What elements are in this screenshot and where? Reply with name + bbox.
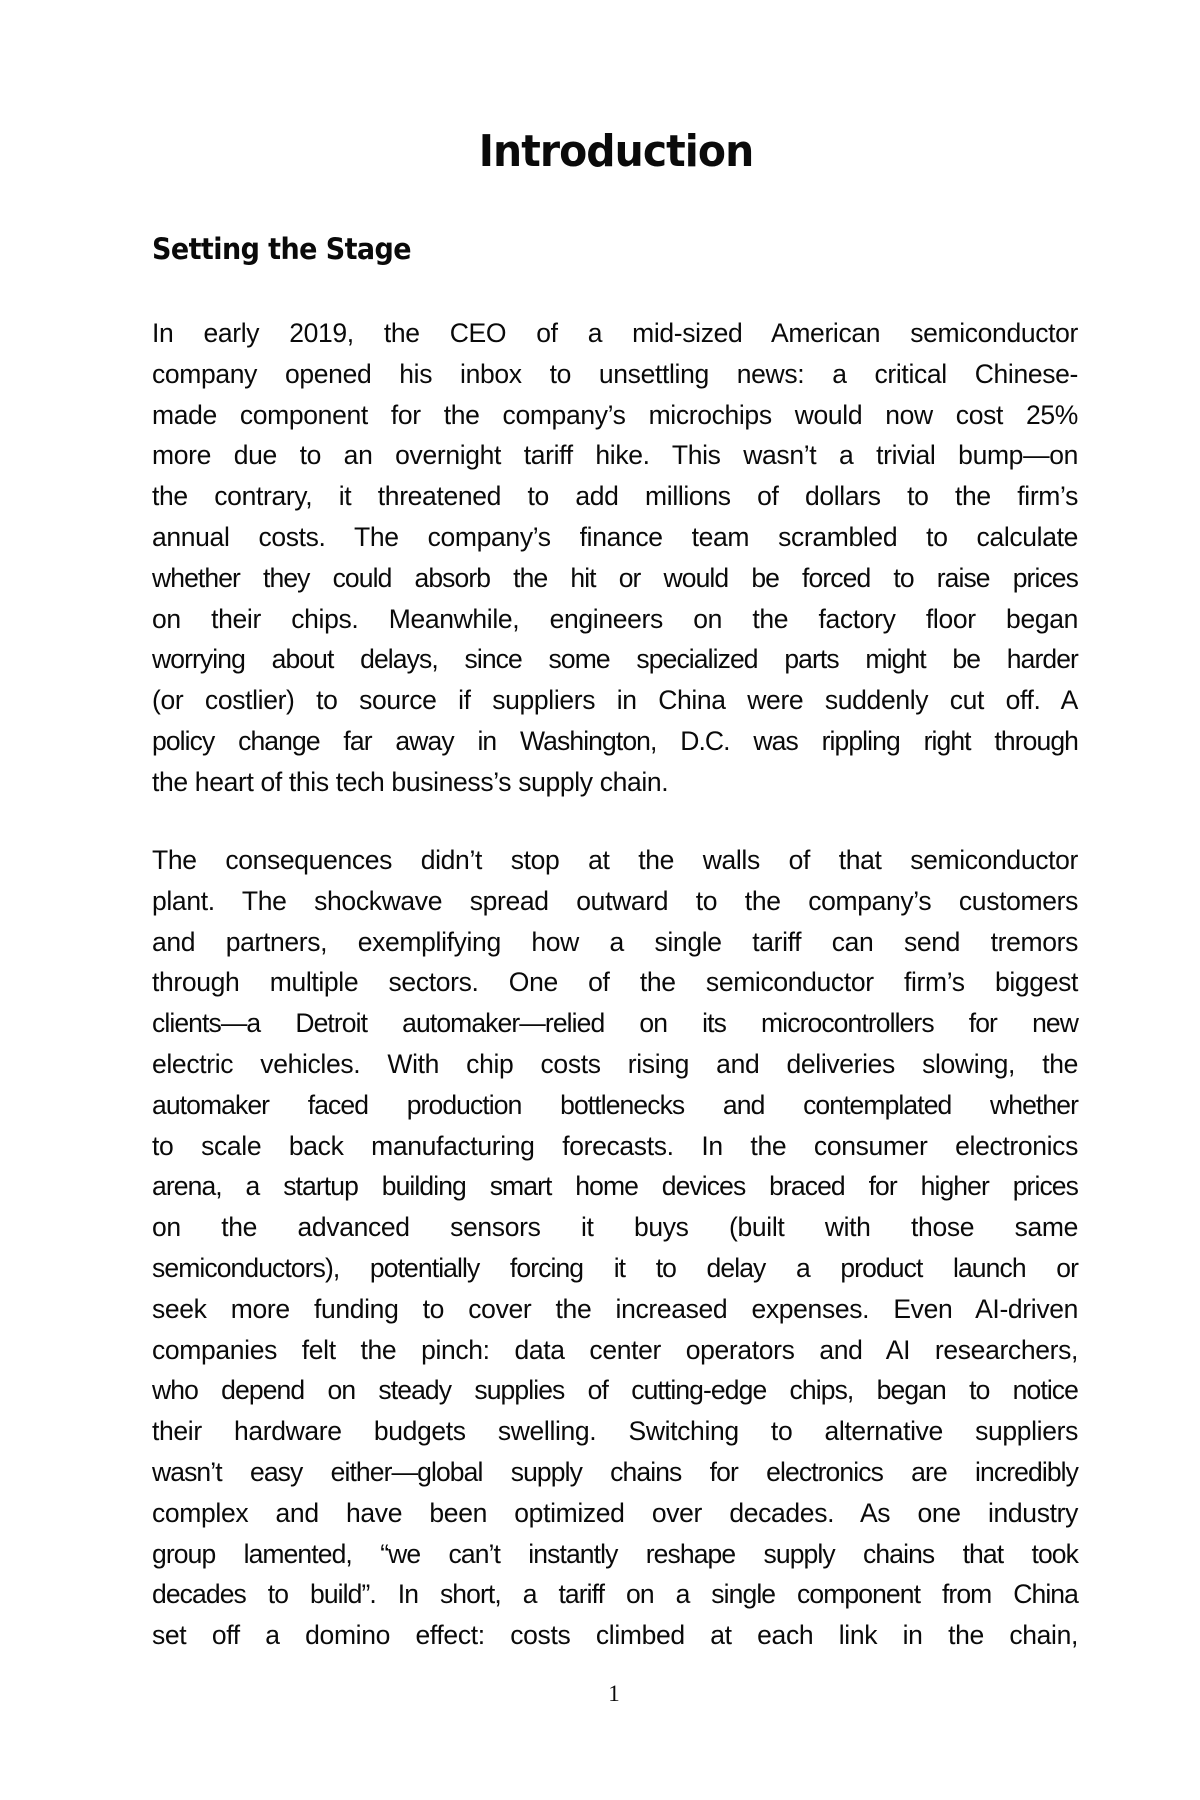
text-line: through multiple sectors. One of the semiconductor firm’s biggest (152, 967, 1078, 998)
text-line: plant. The shockwave spread outward to the company’s customers (152, 885, 1078, 916)
text-line: wasn’t easy either—global supply chains for electronics are incredibly (152, 1456, 1078, 1487)
paragraph-2 (152, 840, 1078, 1656)
text-line: In early 2019, the CEO of a mid-sized American semiconductor (152, 318, 1078, 348)
paragraph-1 (152, 313, 1078, 803)
text-line: clients—a Detroit automaker—relied on its microcontrollers for new (152, 1008, 1078, 1039)
text-line: whether they could absorb the hit or would be forced to raise prices (152, 562, 1078, 593)
text-line: arena, a startup building smart home devices braced for higher prices (152, 1171, 1078, 1202)
text-line: worrying about delays, since some specialized parts might be harder (152, 644, 1078, 675)
text-line: companies felt the pinch: data center operators and AI researchers, (152, 1334, 1078, 1365)
text-line: company opened his inbox to unsettling news: a critical Chinese- (152, 358, 1078, 389)
text-line: decades to build”. In short, a tariff on a single component from China (152, 1579, 1078, 1610)
text-line: on the advanced sensors it buys (built with those same (152, 1212, 1078, 1243)
text-line: complex and have been optimized over decades. As one industry (152, 1497, 1078, 1528)
text-line: their hardware budgets swelling. Switching to alternative suppliers (152, 1416, 1078, 1447)
text-line: the heart of this tech business’s supply chain. (152, 766, 669, 797)
page-number: 1 (608, 1681, 620, 1706)
text-line: on their chips. Meanwhile, engineers on the factory floor began (152, 603, 1078, 634)
text-line: annual costs. The company’s finance team scrambled to calculate (152, 521, 1078, 552)
text-line: made component for the company’s microchips would now cost 25% (152, 399, 1078, 430)
text-line: the contrary, it threatened to add millions of dollars to the firm’s (152, 481, 1078, 512)
text-line: more due to an overnight tariff hike. This wasn’t a trivial bump—on (152, 440, 1078, 471)
text-line: (or costlier) to source if suppliers in China were suddenly cut off. A (152, 685, 1078, 716)
text-line: seek more funding to cover the increased expenses. Even AI-driven (152, 1293, 1078, 1324)
text-line: who depend on steady supplies of cutting-edge chips, began to notice (152, 1375, 1078, 1406)
text-line: automaker faced production bottlenecks and contemplated whether (152, 1089, 1078, 1120)
text-line: to scale back manufacturing forecasts. In the consumer electronics (152, 1130, 1078, 1161)
text-line: The consequences didn’t stop at the walls of that semiconductor (152, 845, 1078, 875)
text-line: and partners, exemplifying how a single tariff can send tremors (152, 926, 1078, 957)
text-line: set off a domino effect: costs climbed at each link in the chain, (152, 1620, 1078, 1651)
text-line: electric vehicles. With chip costs rising and deliveries slowing, the (152, 1048, 1078, 1079)
chapter-title: Introduction (478, 126, 754, 177)
section-heading: Setting the Stage (152, 232, 412, 266)
text-line: semiconductors), potentially forcing it to delay a product launch or (152, 1252, 1078, 1283)
text-line: group lamented, “we can’t instantly reshape supply chains that took (152, 1538, 1078, 1569)
text-line: policy change far away in Washington, D.C. was rippling right through (152, 725, 1078, 756)
